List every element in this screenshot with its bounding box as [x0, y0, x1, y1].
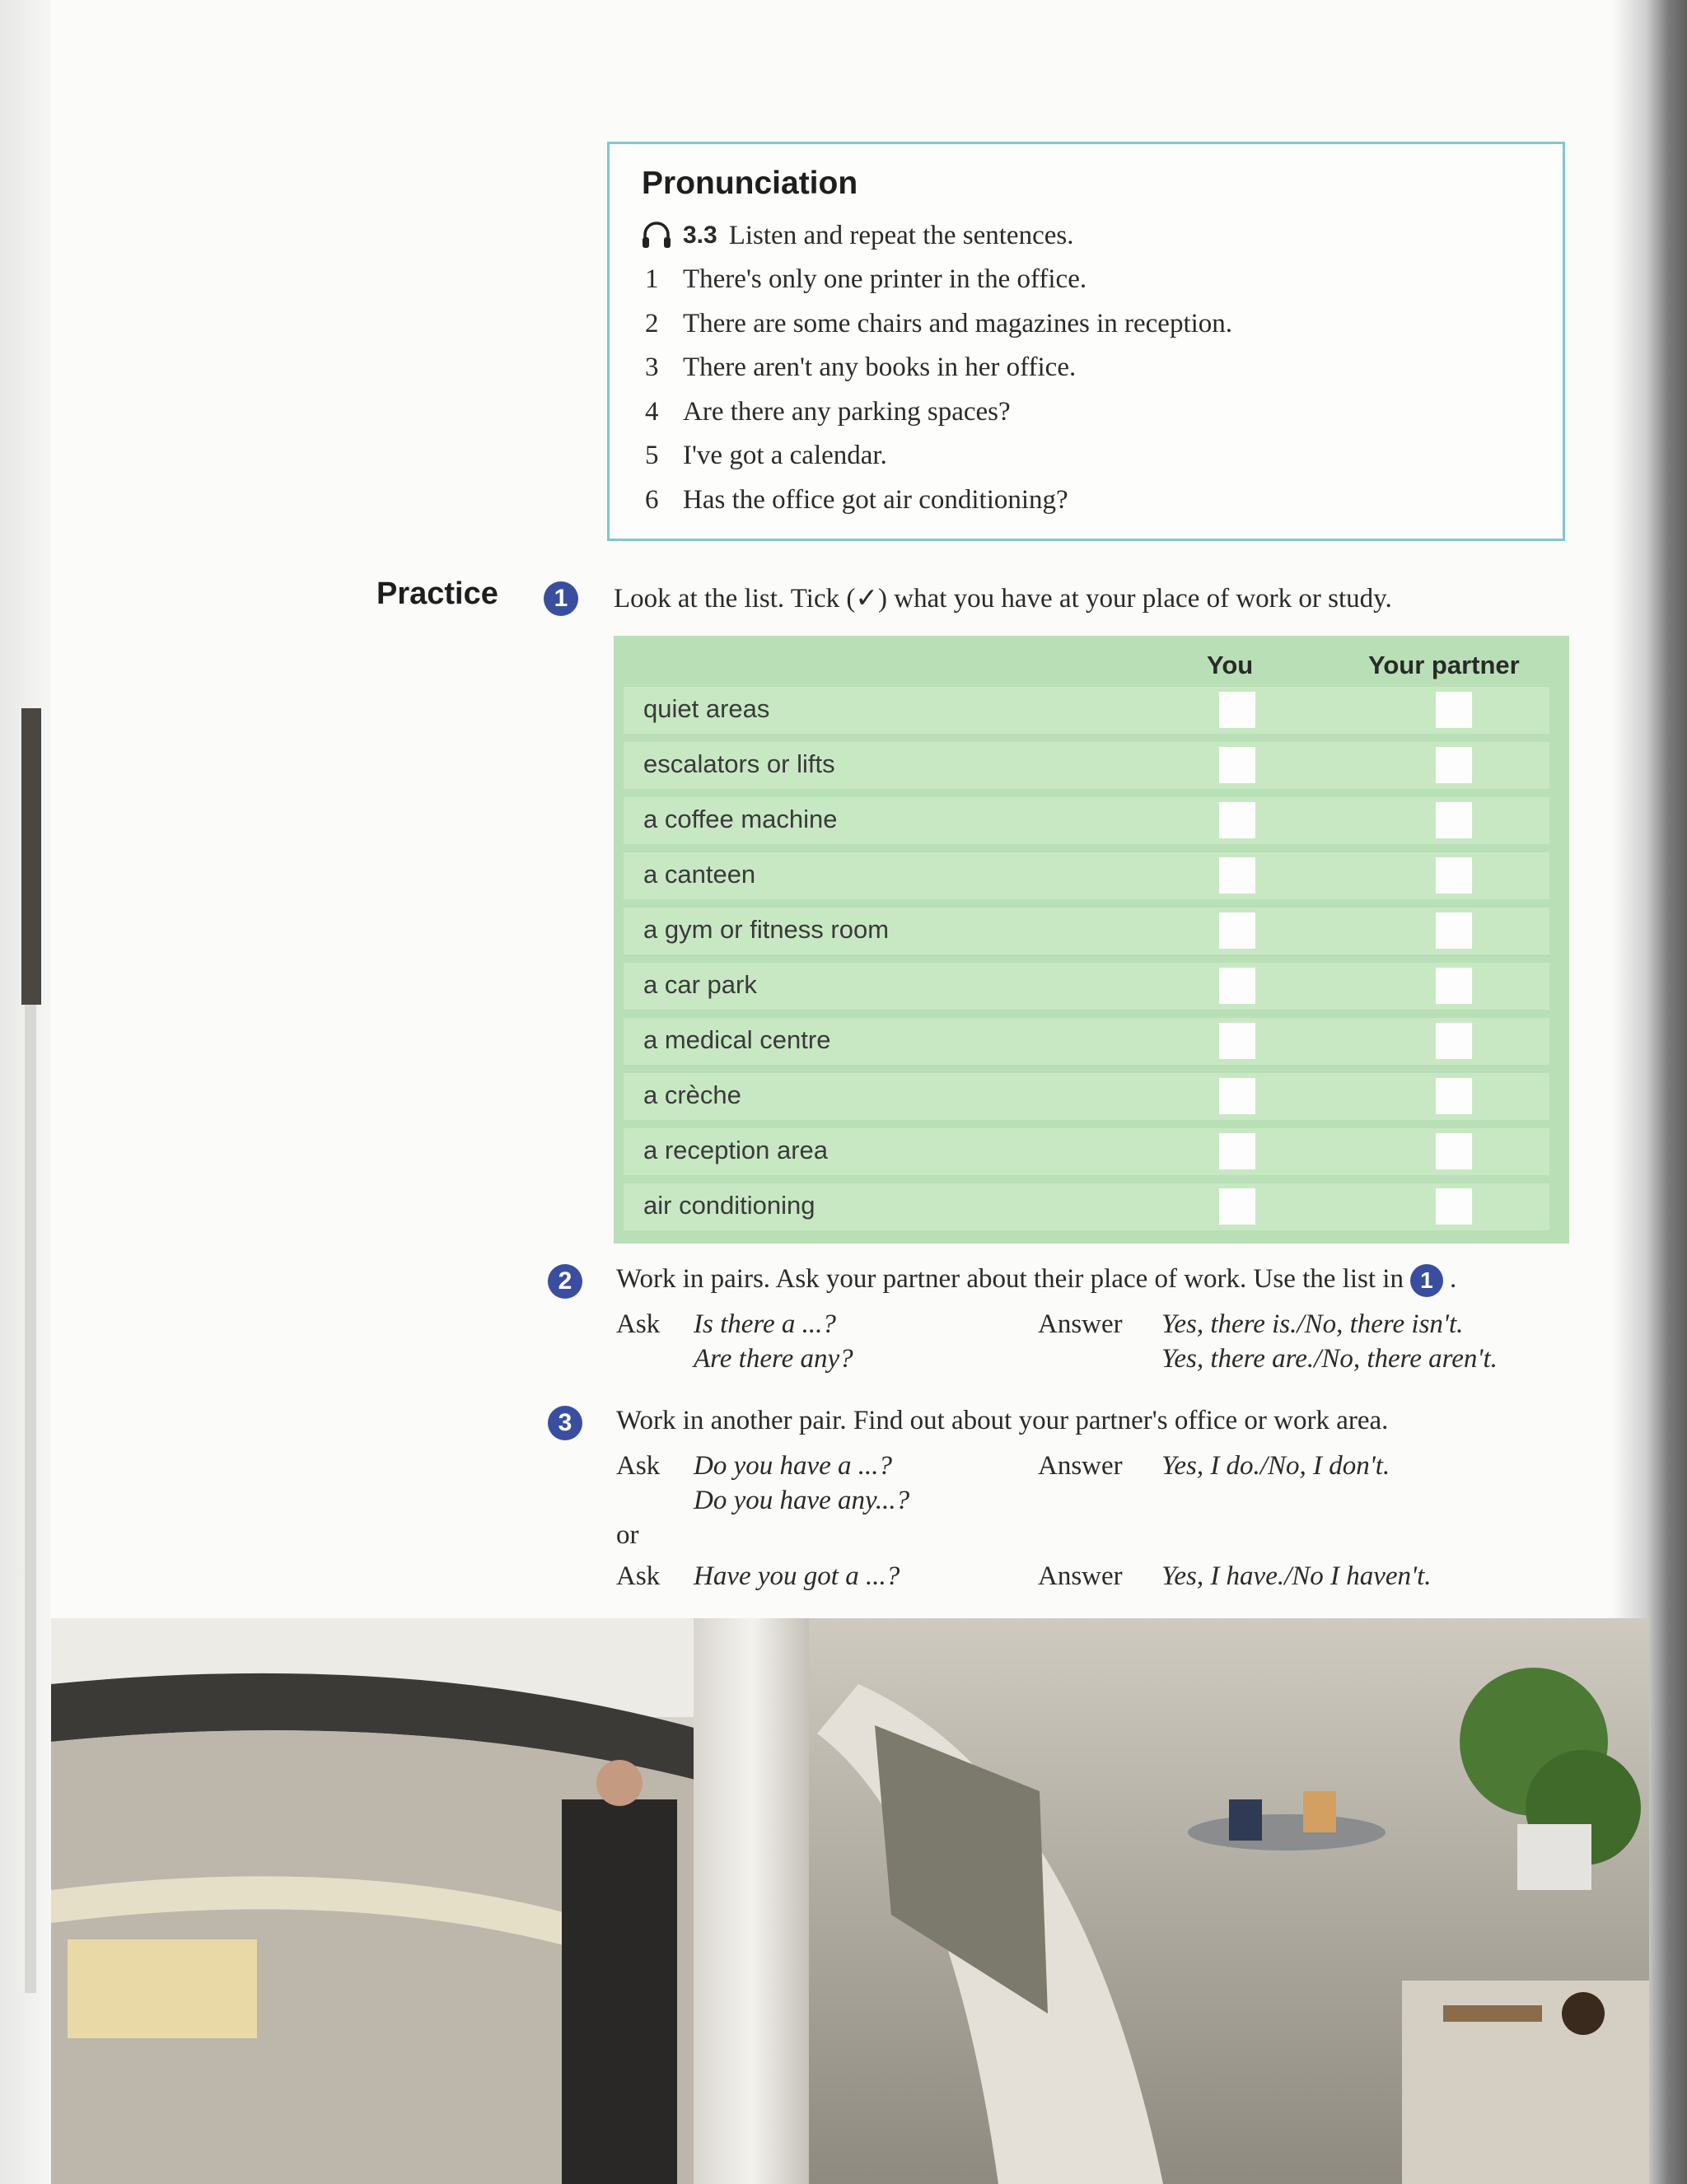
- table-row: [624, 1018, 1549, 1065]
- exercise-2-number: 2: [548, 1264, 582, 1299]
- exercise-3-number: 3: [548, 1406, 582, 1440]
- list-item: 1 There's only one printer in the office.: [645, 264, 1087, 294]
- tick-box-you[interactable]: [1219, 802, 1255, 838]
- ex2-ask-1: Is there a ...?: [694, 1309, 836, 1339]
- tick-box-partner[interactable]: [1436, 1078, 1472, 1114]
- exercise-1-reference: 1: [1410, 1264, 1443, 1297]
- tick-box-partner[interactable]: [1436, 1133, 1472, 1169]
- tick-box-you[interactable]: [1219, 857, 1255, 894]
- ex3-answer-3: Yes, I have./No I haven't.: [1161, 1561, 1432, 1591]
- ex3-or: or: [616, 1520, 639, 1550]
- tick-box-you[interactable]: [1219, 1133, 1255, 1169]
- table-row-label: a medical centre: [643, 1025, 831, 1054]
- table-row-label: a crèche: [643, 1080, 741, 1109]
- table-row: [624, 852, 1549, 899]
- headphones-icon: [640, 220, 673, 251]
- ex3-ask-3: Have you got a ...?: [694, 1561, 900, 1591]
- tick-box-partner[interactable]: [1436, 912, 1472, 949]
- column-header-partner: Your partner: [1368, 651, 1520, 679]
- exercise-2-instruction: Work in pairs. Ask your partner about their place of work. Use the list in 1 .: [616, 1264, 1456, 1297]
- tick-box-partner[interactable]: [1436, 968, 1472, 1004]
- table-row-label: a canteen: [643, 860, 756, 889]
- table-row: [624, 1128, 1549, 1175]
- ex3-answer-label: Answer: [1038, 1451, 1123, 1481]
- pronunciation-title: Pronunciation: [642, 166, 858, 201]
- column-header-you: You: [1207, 651, 1254, 679]
- table-row: [624, 963, 1549, 1010]
- ex2-answer-2: Yes, there are./No, there aren't.: [1161, 1344, 1498, 1374]
- pronunciation-box: [607, 142, 1565, 541]
- table-row-label: escalators or lifts: [643, 749, 835, 778]
- table-row: [624, 797, 1549, 844]
- tick-box-you[interactable]: [1219, 1078, 1255, 1114]
- exercise-3-instruction: Work in another pair. Find out about your partner's office or work area.: [616, 1406, 1389, 1435]
- page-binding-mark: [21, 708, 41, 1005]
- tick-box-you[interactable]: [1219, 692, 1255, 728]
- table-row: [624, 687, 1549, 734]
- table-row-label: a coffee machine: [643, 805, 838, 833]
- practice-heading: Practice: [376, 576, 498, 611]
- tick-box-you[interactable]: [1219, 968, 1255, 1004]
- ex3-answer-label-2: Answer: [1038, 1561, 1123, 1591]
- tick-box-partner[interactable]: [1436, 802, 1472, 838]
- list-item: 6 Has the office got air conditioning?: [645, 484, 1068, 515]
- tick-box-you[interactable]: [1219, 912, 1255, 949]
- ex3-ask-2: Do you have any...?: [694, 1486, 910, 1515]
- ex3-ask-1: Do you have a ...?: [694, 1451, 893, 1481]
- table-row-label: air conditioning: [643, 1191, 815, 1220]
- table-row-label: a gym or fitness room: [643, 915, 890, 944]
- office-interior-photo: [51, 1618, 1649, 2184]
- tick-box-you[interactable]: [1219, 747, 1255, 783]
- tick-box-you[interactable]: [1219, 1188, 1255, 1225]
- table-row: [624, 742, 1549, 789]
- tick-box-partner[interactable]: [1436, 857, 1472, 894]
- ex2-ask-label: Ask: [616, 1309, 661, 1339]
- ex3-answer-1: Yes, I do./No, I don't.: [1161, 1451, 1390, 1481]
- ex3-ask-label: Ask: [616, 1451, 661, 1481]
- page-binding-strip: [25, 1005, 36, 1993]
- exercise-1-instruction: Look at the list. Tick (✓) what you have at your place of work or study.: [614, 584, 1392, 614]
- ex2-ask-2: Are there any?: [694, 1344, 853, 1374]
- tick-box-partner[interactable]: [1436, 747, 1472, 783]
- tick-box-partner[interactable]: [1436, 1023, 1472, 1059]
- list-item: 3 There aren't any books in her office.: [645, 352, 1077, 382]
- tick-box-partner[interactable]: [1436, 1188, 1472, 1225]
- table-row: [624, 1073, 1549, 1120]
- exercise-1-number: 1: [544, 581, 578, 616]
- list-item: 2 There are some chairs and magazines in reception.: [645, 308, 1233, 338]
- table-row-label: quiet areas: [643, 694, 770, 723]
- ex2-answer-label: Answer: [1038, 1309, 1123, 1339]
- table-row: [624, 1183, 1549, 1230]
- table-row: [624, 908, 1549, 954]
- pronunciation-instruction: Listen and repeat the sentences.: [728, 220, 1074, 250]
- pronunciation-sentence-list: [645, 264, 1232, 529]
- tick-list-table: [614, 636, 1569, 1244]
- audio-track-number: 3.3: [683, 222, 717, 249]
- pronunciation-intro: [640, 220, 1073, 251]
- tick-box-partner[interactable]: [1436, 692, 1472, 728]
- tick-box-you[interactable]: [1219, 1023, 1255, 1059]
- list-item: 5 I've got a calendar.: [645, 441, 887, 470]
- ex2-answer-1: Yes, there is./No, there isn't.: [1161, 1309, 1464, 1339]
- ex3-ask-label-2: Ask: [616, 1561, 661, 1591]
- list-item: 4 Are there any parking spaces?: [645, 396, 1011, 427]
- table-row-label: a car park: [643, 970, 757, 999]
- table-row-label: a reception area: [643, 1136, 829, 1164]
